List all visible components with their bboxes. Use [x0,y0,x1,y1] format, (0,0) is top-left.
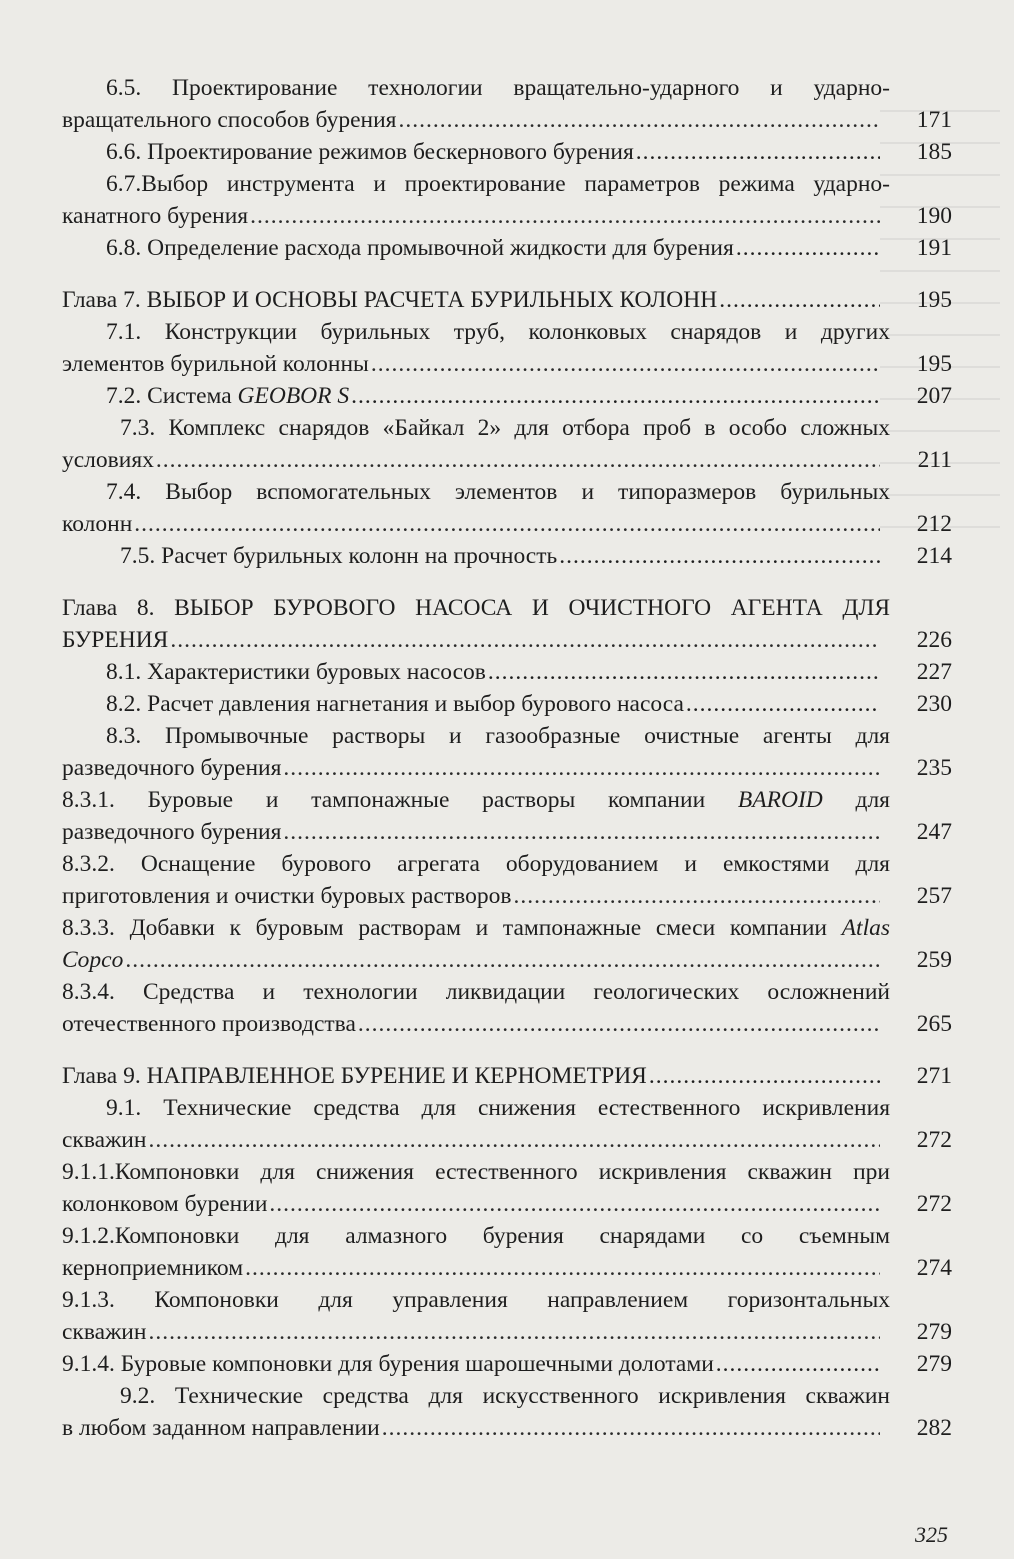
toc-entry-title-line: 7.3. Комплекс снарядов «Байкал 2» для отбора проб в особо сложных [120,415,890,441]
toc-entry-title: 8.1. Характеристики буровых насосов [106,659,486,685]
toc-entry[interactable] [62,72,952,136]
dot-leader [719,284,880,316]
toc-entry-title-line: 7.4. Выбор вспомогательных элементов и типоразмеров бурильных [106,479,890,505]
table-of-contents [62,72,952,1444]
toc-entry-title-line: элементов бурильной колонны [62,351,369,377]
toc-page-number: 214 [916,543,952,569]
dot-leader [125,944,880,976]
toc-page-number: 185 [916,139,952,165]
toc-entry-title-line: Copco [62,947,124,973]
toc-entry[interactable] [62,1284,952,1348]
toc-page-number: 212 [916,511,952,537]
toc-entry-title: 6.6. Проектирование режимов бескернового бурения [106,139,634,165]
toc-entry-title-line: 6.5. Проектирование технологии вращательно-ударного и ударно- [106,75,890,101]
dot-leader [736,232,880,264]
toc-page-number: 190 [916,203,952,229]
toc-page-number: 279 [916,1319,952,1345]
toc-entry-title-line: 8.3.4. Средства и технологии ликвидации геологических осложнений [62,979,890,1005]
dot-leader [716,1348,880,1380]
dot-leader [382,1412,880,1444]
toc-page-number: 274 [916,1255,952,1281]
toc-entry-title-line: колонн [62,511,133,537]
toc-page-number: 211 [917,447,952,473]
toc-page-number: 230 [916,691,952,717]
toc-entry[interactable] [62,1220,952,1284]
toc-entry-title-line: БУРЕНИЯ [62,627,169,653]
toc-page-number: 257 [916,883,952,909]
toc-page-number: 279 [916,1351,952,1377]
toc-entry[interactable] [62,656,952,688]
toc-entry-title-line: скважин [62,1127,147,1153]
dot-leader [148,1316,880,1348]
toc-entry[interactable] [62,688,952,720]
toc-entry[interactable] [62,476,952,540]
toc-entry[interactable] [62,592,952,656]
toc-entry-title: 6.8. Определение расхода промывочной жидкости для бурения [106,235,734,261]
toc-entry[interactable] [62,232,952,264]
dot-leader [170,624,880,656]
toc-entry[interactable] [62,1380,952,1444]
toc-entry-title-line: 9.1.1.Компоновки для снижения естественного искривления скважин при [62,1159,890,1185]
dot-leader [283,816,880,848]
dot-leader [245,1252,880,1284]
toc-entry-title-line: 8.3.1. Буровые и тампонажные растворы компании BAROID для [62,787,890,813]
toc-entry[interactable] [62,848,952,912]
toc-entry-title: Глава 9. НАПРАВЛЕННОЕ БУРЕНИЕ И КЕРНОМЕТРИЯ [62,1063,647,1089]
toc-entry[interactable] [62,540,952,572]
dot-leader [636,136,880,168]
toc-entry-title-line: 9.1.2.Компоновки для алмазного бурения снарядами со съемным [62,1223,890,1249]
toc-entry-title-line: 6.7.Выбор инструмента и проектирование параметров режима ударно- [106,171,890,197]
page-number: 325 [915,1522,948,1547]
toc-entry-title-line: Глава 8. ВЫБОР БУРОВОГО НАСОСА И ОЧИСТНОГО АГЕНТА ДЛЯ [62,595,890,621]
toc-entry[interactable] [62,168,952,232]
dot-leader [156,444,880,476]
toc-entry[interactable] [62,976,952,1040]
dot-leader [399,104,881,136]
toc-page-number: 272 [916,1127,952,1153]
toc-entry[interactable] [62,412,952,476]
toc-page-number: 259 [916,947,952,973]
toc-entry[interactable] [62,784,952,848]
dot-leader [686,688,880,720]
toc-page-number: 227 [916,659,952,685]
toc-page-number: 191 [916,235,952,261]
toc-page-number: 195 [916,287,952,313]
toc-page-number: 282 [916,1415,952,1441]
toc-page-number: 207 [916,383,952,409]
toc-entry-title-line: 8.3.3. Добавки к буровым растворам и тампонажные смеси компании Atlas [62,915,890,941]
toc-entry-title: 8.2. Расчет давления нагнетания и выбор бурового насоса [106,691,684,717]
dot-leader [649,1060,880,1092]
toc-entry-title-line: разведочного бурения [62,755,282,781]
toc-entry-title-line: отечественного производства [62,1011,356,1037]
dot-leader [513,880,880,912]
toc-entry-title-line: приготовления и очистки буровых растворов [62,883,512,909]
dot-leader [134,508,880,540]
toc-entry[interactable] [62,1156,952,1220]
toc-entry-title-line: условиях [62,447,154,473]
toc-entry[interactable] [62,316,952,380]
toc-entry-title-line: 8.3.2. Оснащение бурового агрегата оборудованием и емкостями для [62,851,890,877]
toc-entry-title-line: в любом заданном направлении [62,1415,380,1441]
toc-entry-title-line: 9.2. Технические средства для искусственного искривления скважин [120,1383,890,1409]
toc-page-number: 247 [916,819,952,845]
toc-entry-title-line: скважин [62,1319,147,1345]
toc-entry[interactable] [62,136,952,168]
toc-entry-title-line: 9.1.3. Компоновки для управления направлением горизонтальных [62,1287,890,1313]
toc-entry-title-line: канатного бурения [62,203,249,229]
toc-entry[interactable] [62,1060,952,1092]
toc-entry[interactable] [62,380,952,412]
toc-page-number: 235 [916,755,952,781]
dot-leader [269,1188,880,1220]
toc-page-number: 265 [916,1011,952,1037]
toc-entry[interactable] [62,720,952,784]
dot-leader [250,200,880,232]
toc-entry-title-line: колонковом бурении [62,1191,268,1217]
toc-page-number: 271 [916,1063,952,1089]
toc-entry-title-line: 9.1. Технические средства для снижения естественного искривления [106,1095,890,1121]
dot-leader [283,752,880,784]
toc-entry[interactable] [62,912,952,976]
toc-entry-title-line: вращательного способов бурения [62,107,397,133]
dot-leader [559,540,880,572]
toc-page-number: 272 [916,1191,952,1217]
dot-leader [371,348,880,380]
toc-entry[interactable] [62,1092,952,1156]
toc-entry-title: 7.2. Система GEOBOR S [106,383,350,409]
toc-page-number: 195 [916,351,952,377]
toc-page-number: 171 [916,107,952,133]
dot-leader [358,1008,880,1040]
toc-entry-title-line: 7.1. Конструкции бурильных труб, колонковых снарядов и других [106,319,890,345]
toc-entry-title: 9.1.4. Буровые компоновки для бурения шарошечными долотами [62,1351,714,1377]
toc-entry-title: Глава 7. ВЫБОР И ОСНОВЫ РАСЧЕТА БУРИЛЬНЫХ КОЛОНН [62,287,718,313]
dot-leader [351,380,880,412]
toc-entry[interactable] [62,284,952,316]
toc-entry-title-line: керноприемником [62,1255,244,1281]
dot-leader [488,656,880,688]
dot-leader [148,1124,880,1156]
toc-entry-title-line: 8.3. Промывочные растворы и газообразные очистные агенты для [106,723,890,749]
toc-entry[interactable] [62,1348,952,1380]
toc-entry-title-line: разведочного бурения [62,819,282,845]
toc-page-number: 226 [916,627,952,653]
toc-entry-title: 7.5. Расчет бурильных колонн на прочность [120,543,558,569]
